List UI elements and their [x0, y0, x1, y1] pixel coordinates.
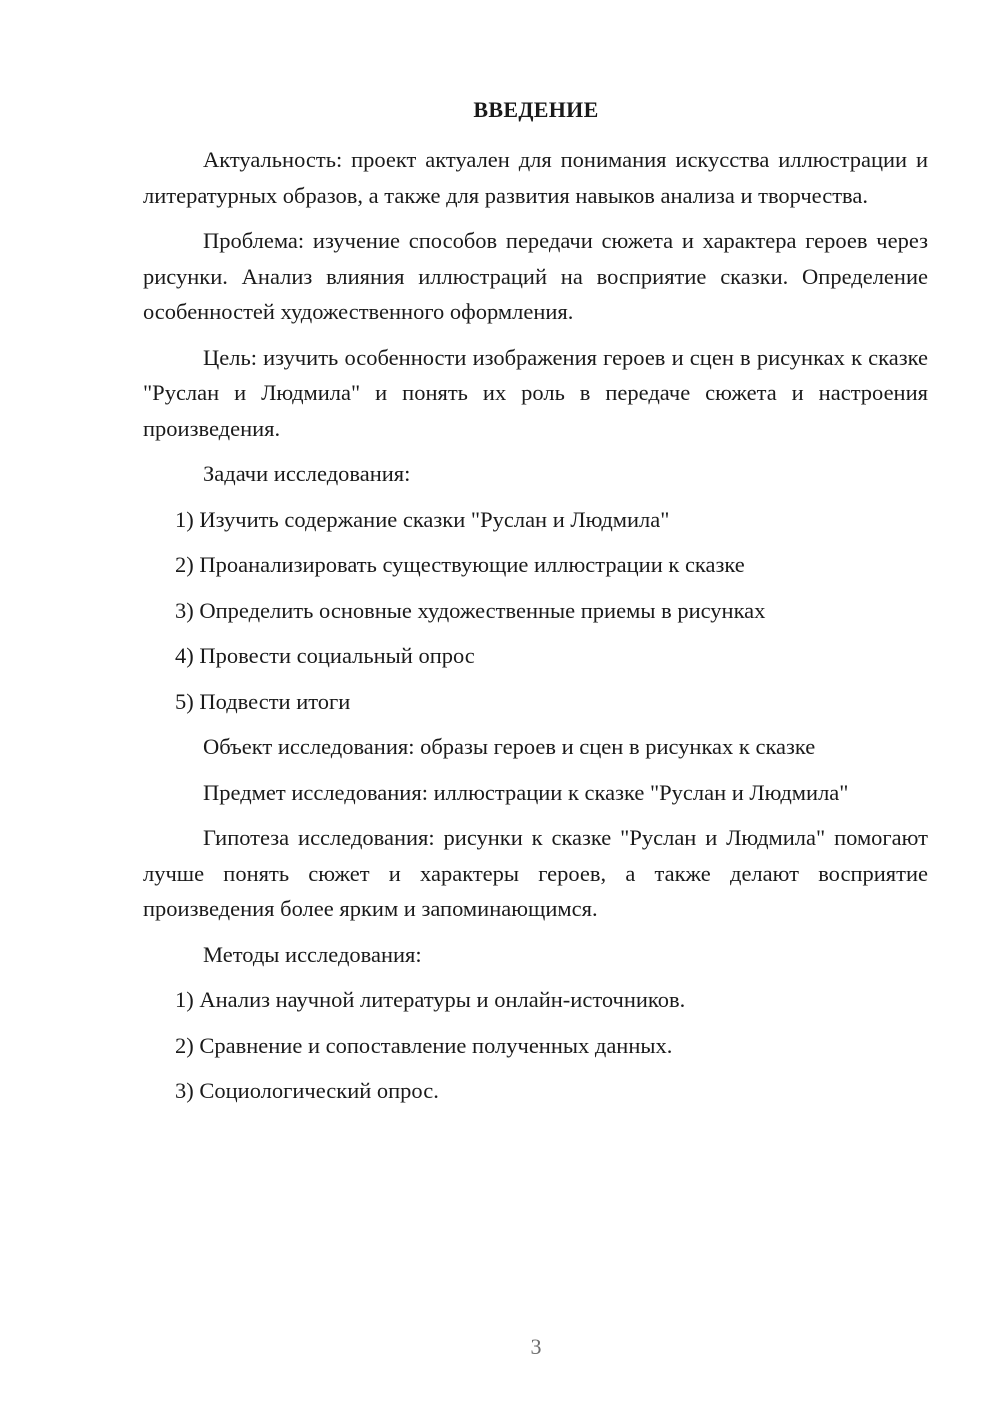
- page-number: 3: [530, 1334, 542, 1359]
- task-item: 5) Подвести итоги: [175, 688, 351, 714]
- problem-paragraph: Проблема: изучение способов передачи сюжета и характера героев через рисунки. Анализ влияния иллюстраций на восприятие сказки. Определение особенностей художественного оформления.: [143, 228, 928, 324]
- task-item: 3) Определить основные художественные приемы в рисунках: [175, 597, 766, 623]
- tasks-heading: Задачи исследования:: [203, 461, 411, 486]
- hypothesis-paragraph: Гипотеза исследования: рисунки к сказке "Руслан и Людмила" помогают лучше понять сюжет и характеры героев, а также делают восприятие произведения более ярким и запоминающимся.: [143, 825, 928, 921]
- task-item: 4) Провести социальный опрос: [175, 643, 475, 668]
- goal-paragraph: Цель: изучить особенности изображения героев и сцен в рисунках к сказке "Руслан и Людмила" и понять их роль в передаче сюжета и настроения произведения.: [143, 344, 928, 441]
- method-item: 1) Анализ научной литературы и онлайн-источников.: [175, 987, 686, 1012]
- task-item: 1) Изучить содержание сказки "Руслан и Людмила": [175, 506, 670, 532]
- relevance-paragraph: Актуальность: проект актуален для понимания искусства иллюстрации и литературных образов, а также для развития навыков анализа и творчества.: [143, 147, 928, 208]
- subject-paragraph: Предмет исследования: иллюстрации к сказке "Руслан и Людмила": [203, 779, 849, 805]
- document-body: [143, 142, 928, 1119]
- methods-heading: Методы исследования:: [203, 941, 422, 967]
- section-title: ВВЕДЕНИЕ: [473, 97, 599, 122]
- task-item: 2) Проанализировать существующие иллюстрации к сказке: [175, 552, 745, 577]
- method-item: 3) Социологический опрос.: [175, 1078, 439, 1103]
- method-item: 2) Сравнение и сопоставление полученных данных.: [175, 1032, 673, 1058]
- object-paragraph: Объект исследования: образы героев и сцен в рисунках к сказке: [203, 734, 816, 759]
